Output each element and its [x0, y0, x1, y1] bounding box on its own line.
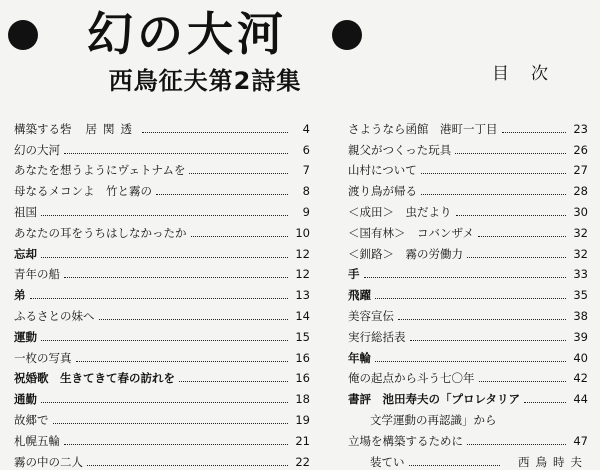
toc-entry-title: 構築する砦	[14, 121, 72, 136]
toc-entry	[348, 428, 588, 449]
leader-dots	[524, 402, 566, 403]
toc-entry-page: 28	[573, 184, 588, 199]
leader-dots	[41, 257, 288, 258]
toc-entry-title: 美容宣伝	[348, 308, 394, 323]
leader-dots	[364, 277, 567, 278]
toc-entry	[14, 178, 310, 199]
toc-entry-page: 22	[295, 454, 310, 469]
book-subtitle: 西鳥征夫第2詩集	[108, 67, 302, 95]
toc-entry-page: 13	[295, 288, 310, 303]
toc-entry-page: 16	[295, 371, 310, 386]
toc-entry-title: 書評 池田寿夫の「プロレタリア	[348, 392, 521, 407]
toc-entry-page: 16	[295, 350, 310, 365]
toc-entry-author: 西鳥時夫	[518, 454, 588, 469]
toc-entry-title: ＜釧路＞ 霧の労働力	[348, 246, 463, 261]
toc-entry	[14, 199, 310, 220]
toc-entry	[14, 137, 310, 158]
toc-entry	[348, 116, 588, 137]
toc-entry-page: 44	[573, 392, 588, 407]
toc-entry	[14, 345, 310, 366]
toc-entry-title: あなたの耳をうちはしなかったか	[14, 225, 187, 240]
toc-entry	[348, 158, 588, 179]
toc-entry-title: 幻の大河	[14, 142, 60, 157]
toc-entry-title: 渡り鳥が帰る	[348, 184, 417, 199]
toc-entry-page: 39	[573, 329, 588, 344]
toc-entry-title: 山村について	[348, 163, 417, 178]
toc-entry-page: 21	[295, 433, 310, 448]
toc-entry-page: 8	[302, 184, 310, 199]
toc-entry-page: 6	[302, 142, 310, 157]
toc-entry-title: 親父がつくった玩具	[348, 142, 452, 157]
toc-entry-continuation	[348, 407, 588, 428]
toc-entry	[14, 220, 310, 241]
toc-entry	[348, 220, 588, 241]
toc-entry	[14, 303, 310, 324]
leader-dots	[142, 132, 288, 133]
toc-entry-page: 38	[573, 308, 588, 323]
toc-entry-title: 立場を構築するために	[348, 433, 463, 448]
leader-dots	[398, 319, 566, 320]
leader-dots	[64, 277, 288, 278]
toc-entry-title: 通勤	[14, 392, 37, 407]
leader-dots	[189, 173, 288, 174]
toc-entry-page: 10	[295, 225, 310, 240]
toc-entry	[14, 428, 310, 449]
toc-entry-page: 14	[295, 308, 310, 323]
toc-entry-title: 霧の中の二人	[14, 454, 83, 469]
toc-entry	[348, 345, 588, 366]
leader-dots	[467, 257, 566, 258]
toc-entry	[14, 324, 310, 345]
toc-entry-title: 一枚の写真	[14, 350, 72, 365]
toc-entry-title: 札幌五輪	[14, 433, 60, 448]
toc-entry	[348, 178, 588, 199]
toc-entry	[348, 324, 588, 345]
toc-entry	[14, 407, 310, 428]
toc-entry	[348, 386, 588, 407]
toc-entry-title: 青年の船	[14, 267, 60, 282]
black-dot-icon	[8, 20, 38, 50]
leader-dots	[479, 381, 567, 382]
leader-dots	[478, 236, 566, 237]
leader-dots	[76, 361, 289, 362]
book-title: 幻の大河	[87, 7, 287, 61]
toc-entry	[348, 241, 588, 262]
toc-entry	[14, 116, 310, 137]
leader-dots	[64, 153, 288, 154]
toc-entry	[14, 241, 310, 262]
black-dot-icon	[332, 20, 362, 50]
toc-entry-title: 弟	[14, 288, 26, 303]
toc-entry-page: 18	[295, 392, 310, 407]
toc-entry-author: 居関透	[85, 121, 138, 136]
contents-heading: 目次	[492, 64, 570, 84]
toc-entry	[348, 282, 588, 303]
leader-dots	[64, 444, 288, 445]
toc-entry	[348, 199, 588, 220]
toc-entry-title: さようなら函館 港町一丁目	[348, 121, 498, 136]
leader-dots	[409, 465, 501, 466]
toc-entry-title: 運動	[14, 329, 37, 344]
toc-entry-title: ふるさとの妹へ	[14, 308, 95, 323]
leader-dots	[156, 194, 288, 195]
title-row	[0, 4, 600, 64]
toc-entry-title: 文学運動の再認識」から	[370, 412, 497, 427]
toc-entry-page: 40	[573, 350, 588, 365]
toc-entry-title: 実行総括表	[348, 329, 406, 344]
toc-entry	[14, 386, 310, 407]
toc-right-column	[348, 116, 588, 470]
leader-dots	[456, 215, 567, 216]
toc-entry	[14, 158, 310, 179]
leader-dots	[41, 215, 288, 216]
toc-entry-page: 47	[573, 433, 588, 448]
toc-entry-title: 年輪	[348, 350, 371, 365]
leader-dots	[455, 153, 566, 154]
leader-dots	[421, 173, 566, 174]
toc-entry-title: 母なるメコンよ 竹と霧の	[14, 184, 152, 199]
toc-entry-page: 15	[295, 329, 310, 344]
toc-entry-title: あなたを想うようにヴェトナムを	[14, 163, 186, 178]
toc-entry-page: 32	[573, 246, 588, 261]
leader-dots	[375, 361, 566, 362]
leader-dots	[99, 319, 289, 320]
leader-dots	[41, 402, 288, 403]
leader-dots	[421, 194, 566, 195]
toc-entry-page: 32	[573, 225, 588, 240]
toc-entry-page: 4	[302, 121, 310, 136]
leader-dots	[179, 381, 288, 382]
toc-entry-page: 12	[295, 267, 310, 282]
toc-left-column	[14, 116, 310, 470]
toc-entry-page: 26	[573, 142, 588, 157]
leader-dots	[410, 340, 567, 341]
toc-entry-page: 7	[302, 163, 310, 178]
toc-entry-page: 19	[295, 412, 310, 427]
leader-dots	[87, 465, 288, 466]
toc-entry-page: 12	[295, 246, 310, 261]
toc-entry-title: 忘却	[14, 246, 37, 261]
leader-dots	[41, 340, 288, 341]
toc-entry-page: 30	[573, 204, 588, 219]
toc-entry	[348, 303, 588, 324]
leader-dots	[30, 298, 289, 299]
toc-entry-page: 9	[302, 204, 310, 219]
toc-entry	[14, 282, 310, 303]
toc-entry	[14, 366, 310, 387]
toc-entry-title: 手	[348, 267, 360, 282]
toc-entry	[348, 137, 588, 158]
toc-entry-page: 35	[573, 288, 588, 303]
leader-dots	[53, 423, 289, 424]
toc-entry-title: 祖国	[14, 204, 37, 219]
toc-entry-title: 祝婚歌 生きてきて春の訪れを	[14, 371, 175, 386]
toc-entry-title: 飛躍	[348, 288, 371, 303]
leader-dots	[191, 236, 289, 237]
toc-entry-page: 27	[573, 163, 588, 178]
leader-dots	[375, 298, 566, 299]
toc-entry-title: 故郷で	[14, 412, 49, 427]
toc-entry-title: 俺の起点から斗う七〇年	[348, 371, 475, 386]
toc-entry-page: 42	[573, 371, 588, 386]
toc-entry-title: ＜成田＞ 虫だより	[348, 204, 452, 219]
toc-entry	[348, 366, 588, 387]
toc-entry	[348, 262, 588, 283]
toc-entry-title: 装てい	[370, 454, 405, 469]
leader-dots	[467, 444, 566, 445]
leader-dots	[502, 132, 567, 133]
toc-entry-page: 33	[573, 267, 588, 282]
toc-entry-page: 23	[573, 121, 588, 136]
toc-entry-title: ＜国有林＞ コバンザメ	[348, 225, 475, 240]
toc-entry	[14, 262, 310, 283]
